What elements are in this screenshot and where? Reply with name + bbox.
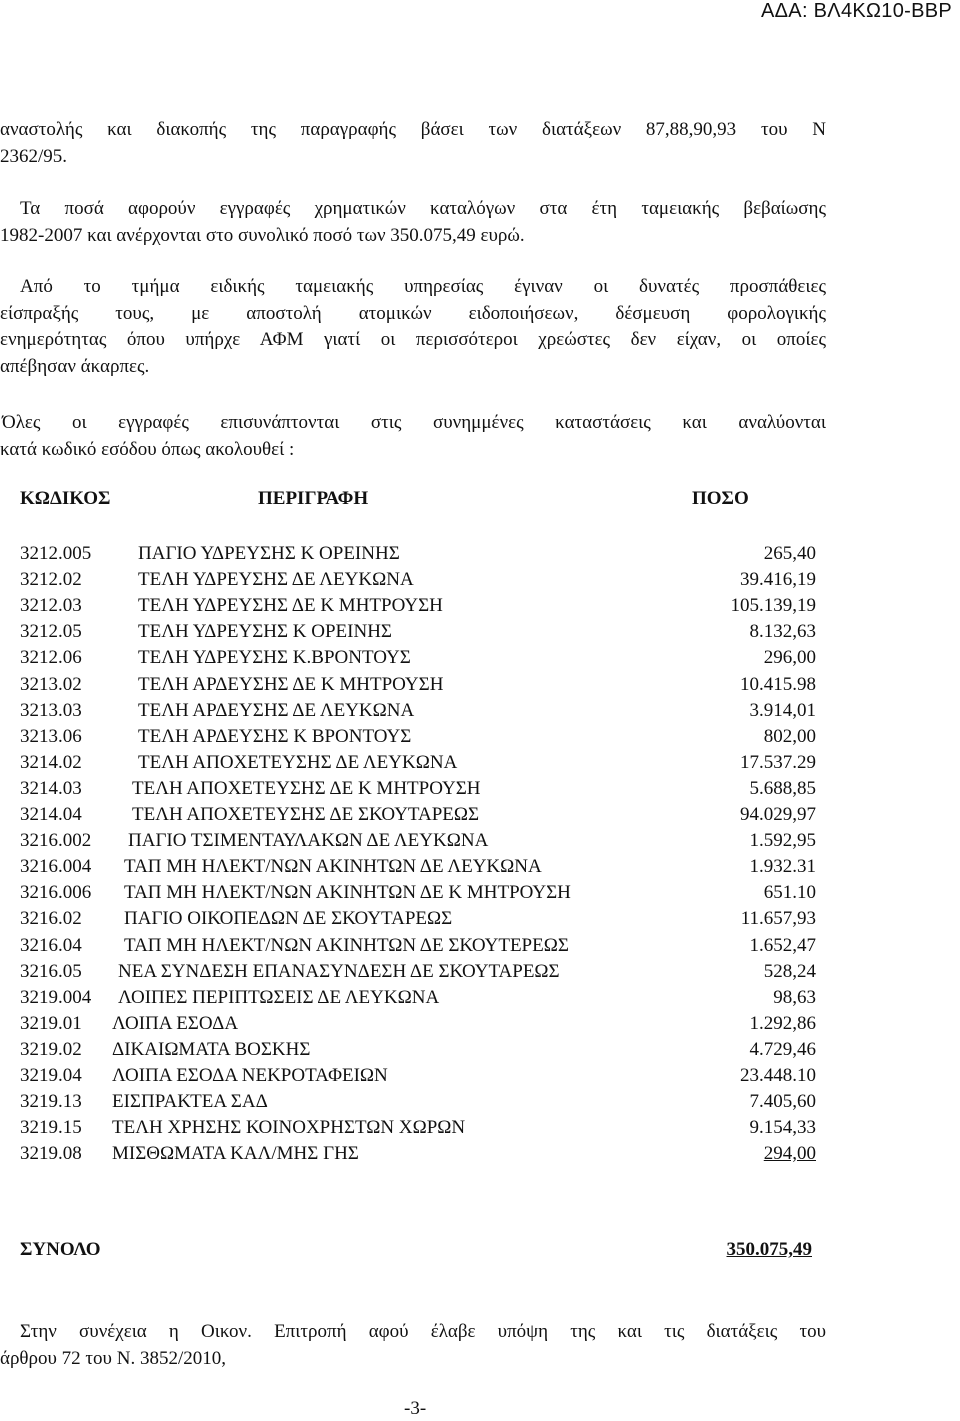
table-row [20,856,820,880]
table-row [20,1065,820,1089]
paragraph-line: Από το τμήμα ειδικής ταμειακής υπηρεσίας έγιναν οι δυνατές προσπάθειες [20,276,826,297]
row-description: ΤΕΛΗ ΑΠΟΧΕΤΕΥΣΗΣ ΔΕ ΛΕΥΚΩΝΑ [138,752,458,773]
row-code: 3212.05 [20,621,82,642]
row-code: 3216.05 [20,961,82,982]
row-description: ΝΕΑ ΣΥΝΔΕΣΗ ΕΠΑΝΑΣΥΝΔΕΣΗ ΔΕ ΣΚΟΥΤΑΡΕΩΣ [118,961,560,982]
table-row [20,543,820,567]
row-amount: 17.537.29 [740,752,816,773]
row-description: ΤΕΛΗ ΑΠΟΧΕΤΕΥΣΗΣ ΔΕ Κ ΜΗΤΡΟΥΣΗ [132,778,481,799]
paragraph-line: 2362/95. [0,145,68,167]
row-description: ΤΕΛΗ ΑΡΔΕΥΣΗΣ ΔΕ Κ ΜΗΤΡΟΥΣΗ [138,674,444,695]
table-row [20,830,820,854]
table-row [20,621,820,645]
header-code: ΚΩΔΙΚΟΣ [20,488,111,509]
row-amount: 8.132,63 [749,621,816,642]
table-row [20,1013,820,1037]
row-amount: 9.154,33 [749,1117,816,1138]
header-description: ΠΕΡΙΓΡΑΦΗ [258,488,369,509]
row-description: ΕΙΣΠΡΑΚΤΕΑ ΣΑΔ [112,1091,268,1112]
row-amount: 11.657,93 [740,908,816,929]
row-description: ΔΙΚΑΙΩΜΑΤΑ ΒΟΣΚΗΣ [112,1039,311,1060]
total-label: ΣΥΝΟΛΟ [20,1239,101,1260]
row-amount: 98,63 [773,987,816,1008]
row-description: ΠΑΓΙΟ ΤΣΙΜΕΝΤΑΥΛΑΚΩΝ ΔΕ ΛΕΥΚΩΝΑ [128,830,489,851]
row-amount: 1.292,86 [749,1013,816,1034]
row-code: 3212.03 [20,595,82,616]
table-row [20,778,820,802]
table-row [20,987,820,1011]
row-code: 3212.02 [20,569,82,590]
table-row [20,908,820,932]
row-description: ΠΑΓΙΟ ΥΔΡΕΥΣΗΣ Κ ΟΡΕΙΝΗΣ [138,543,400,564]
page-number: -3- [404,1398,427,1419]
row-amount: 39.416,19 [740,569,816,590]
row-description: ΤΕΛΗ ΥΔΡΕΥΣΗΣ Κ ΟΡΕΙΝΗΣ [138,621,392,642]
row-code: 3216.04 [20,935,82,956]
row-description: ΛΟΙΠΕΣ ΠΕΡΙΠΤΩΣΕΙΣ ΔΕ ΛΕΥΚΩΝΑ [118,987,440,1008]
row-code: 3214.04 [20,804,82,825]
row-code: 3216.02 [20,908,82,929]
paragraph-1 [0,117,826,170]
table-row [20,726,820,750]
row-description: ΠΑΓΙΟ ΟΙΚΟΠΕΔΩΝ ΔΕ ΣΚΟΥΤΑΡΕΩΣ [124,908,453,929]
table-row [20,804,820,828]
table-row [20,1117,820,1141]
table-row [20,647,820,671]
row-description: ΛΟΙΠΑ ΕΣΟΔΑ ΝΕΚΡΟΤΑΦΕΙΩΝ [112,1065,388,1086]
row-code: 3216.004 [20,856,92,877]
row-description: ΤΑΠ ΜΗ ΗΛΕΚΤ/ΝΩΝ ΑΚΙΝΗΤΩΝ ΔΕ Κ ΜΗΤΡΟΥΣΗ [124,882,571,903]
paragraph-line: άρθρου 72 του Ν. 3852/2010, [0,1347,226,1369]
row-amount: 1.652,47 [749,935,816,956]
row-description: ΤΕΛΗ ΑΡΔΕΥΣΗΣ ΔΕ ΛΕΥΚΩΝΑ [138,700,415,721]
row-amount: 5.688,85 [749,778,816,799]
row-description: ΤΕΛΗ ΧΡΗΣΗΣ ΚΟΙΝΟΧΡΗΣΤΩΝ ΧΩΡΩΝ [112,1117,466,1138]
row-amount: 1.592,95 [749,830,816,851]
row-amount: 294,00 [763,1143,816,1164]
table-row [20,1091,820,1115]
table-row [20,1039,820,1063]
row-code: 3216.002 [20,830,92,851]
row-description: ΜΙΣΘΩΜΑΤΑ ΚΑΛ/ΜΗΣ ΓΗΣ [112,1143,359,1164]
row-code: 3212.005 [20,543,92,564]
row-amount: 10.415.98 [740,674,816,695]
table-row [20,700,820,724]
paragraph-line: κατά κωδικό εσόδου όπως ακολουθεί : [0,438,295,460]
row-amount: 94.029,97 [740,804,816,825]
closing-paragraph [0,1319,826,1372]
ada-code: ΑΔΑ: ΒΛ4ΚΩ10-ΒΒΡ [761,0,952,22]
table-row [20,752,820,776]
paragraph-line: ενημερότητας όπου υπήρχε ΑΦΜ γιατί οι περισσότεροι χρεώστες δεν είχαν, οι οποίες [0,329,826,350]
row-code: 3219.01 [20,1013,82,1034]
row-amount: 7.405,60 [749,1091,816,1112]
row-description: ΤΕΛΗ ΥΔΡΕΥΣΗΣ Κ.ΒΡΟΝΤΟΥΣ [138,647,411,668]
row-code: 3213.02 [20,674,82,695]
row-code: 3213.06 [20,726,82,747]
row-description: ΤΑΠ ΜΗ ΗΛΕΚΤ/ΝΩΝ ΑΚΙΝΗΤΩΝ ΔΕ ΛΕΥΚΩΝΑ [124,856,542,877]
row-code: 3219.04 [20,1065,82,1086]
table-row [20,674,820,698]
paragraph-line: Όλες οι εγγραφές επισυνάπτονται στις συνημμένες καταστάσεις και αναλύονται [2,412,826,433]
row-code: 3214.03 [20,778,82,799]
paragraph-line: είσπραξής τους, με αποστολή ατομικών ειδοποιήσεων, δέσμευση φορολογικής [0,302,826,324]
header-amount: ΠΟΣΟ [692,488,749,509]
paragraph-line: Στην συνέχεια η Οικον. Επιτροπή αφού έλαβε υπόψη της και τις διατάξεις του [20,1321,826,1342]
row-amount: 3.914,01 [749,700,816,721]
row-code: 3214.02 [20,752,82,773]
row-amount: 1.932.31 [749,856,816,877]
row-code: 3219.004 [20,987,92,1008]
row-description: ΤΕΛΗ ΥΔΡΕΥΣΗΣ ΔΕ Κ ΜΗΤΡΟΥΣΗ [138,595,443,616]
row-amount: 105.139,19 [730,595,816,616]
paragraph-2 [0,196,826,249]
row-code: 3219.15 [20,1117,82,1138]
row-code: 3212.06 [20,647,82,668]
paragraph-line: Τα ποσά αφορούν εγγραφές χρηματικών καταλόγων στα έτη ταμειακής βεβαίωσης [20,198,826,219]
row-description: ΤΕΛΗ ΑΡΔΕΥΣΗΣ Κ ΒΡΟΝΤΟΥΣ [138,726,412,747]
row-code: 3216.006 [20,882,92,903]
paragraph-4 [0,410,826,463]
paragraph-line: 1982-2007 και ανέρχονται στο συνολικό ποσό των 350.075,49 ευρώ. [0,224,525,246]
row-amount: 265,40 [763,543,816,564]
row-description: ΤΕΛΗ ΥΔΡΕΥΣΗΣ ΔΕ ΛΕΥΚΩΝΑ [138,569,414,590]
paragraph-line: αναστολής και διακοπής της παραγραφής βάσει των διατάξεων 87,88,90,93 του Ν [0,119,826,140]
row-amount: 651.10 [763,882,816,903]
paragraph-3 [0,274,826,380]
row-code: 3213.03 [20,700,82,721]
row-amount: 4.729,46 [749,1039,816,1060]
table-row [20,882,820,906]
table-row [20,1143,820,1167]
row-description: ΛΟΙΠΑ ΕΣΟΔΑ [112,1013,239,1034]
row-amount: 802,00 [763,726,816,747]
row-amount: 528,24 [763,961,816,982]
row-code: 3219.02 [20,1039,82,1060]
row-amount: 296,00 [763,647,816,668]
table-row [20,569,820,593]
table-row [20,935,820,959]
total-value: 350.075,49 [726,1239,812,1260]
row-amount: 23.448.10 [740,1065,816,1086]
row-description: ΤΕΛΗ ΑΠΟΧΕΤΕΥΣΗΣ ΔΕ ΣΚΟΥΤΑΡΕΩΣ [132,804,480,825]
row-code: 3219.13 [20,1091,82,1112]
row-description: ΤΑΠ ΜΗ ΗΛΕΚΤ/ΝΩΝ ΑΚΙΝΗΤΩΝ ΔΕ ΣΚΟΥΤΕΡΕΩΣ [124,935,569,956]
row-code: 3219.08 [20,1143,82,1164]
paragraph-line: απέβησαν άκαρπες. [0,355,150,377]
table-row [20,961,820,985]
table-row [20,595,820,619]
